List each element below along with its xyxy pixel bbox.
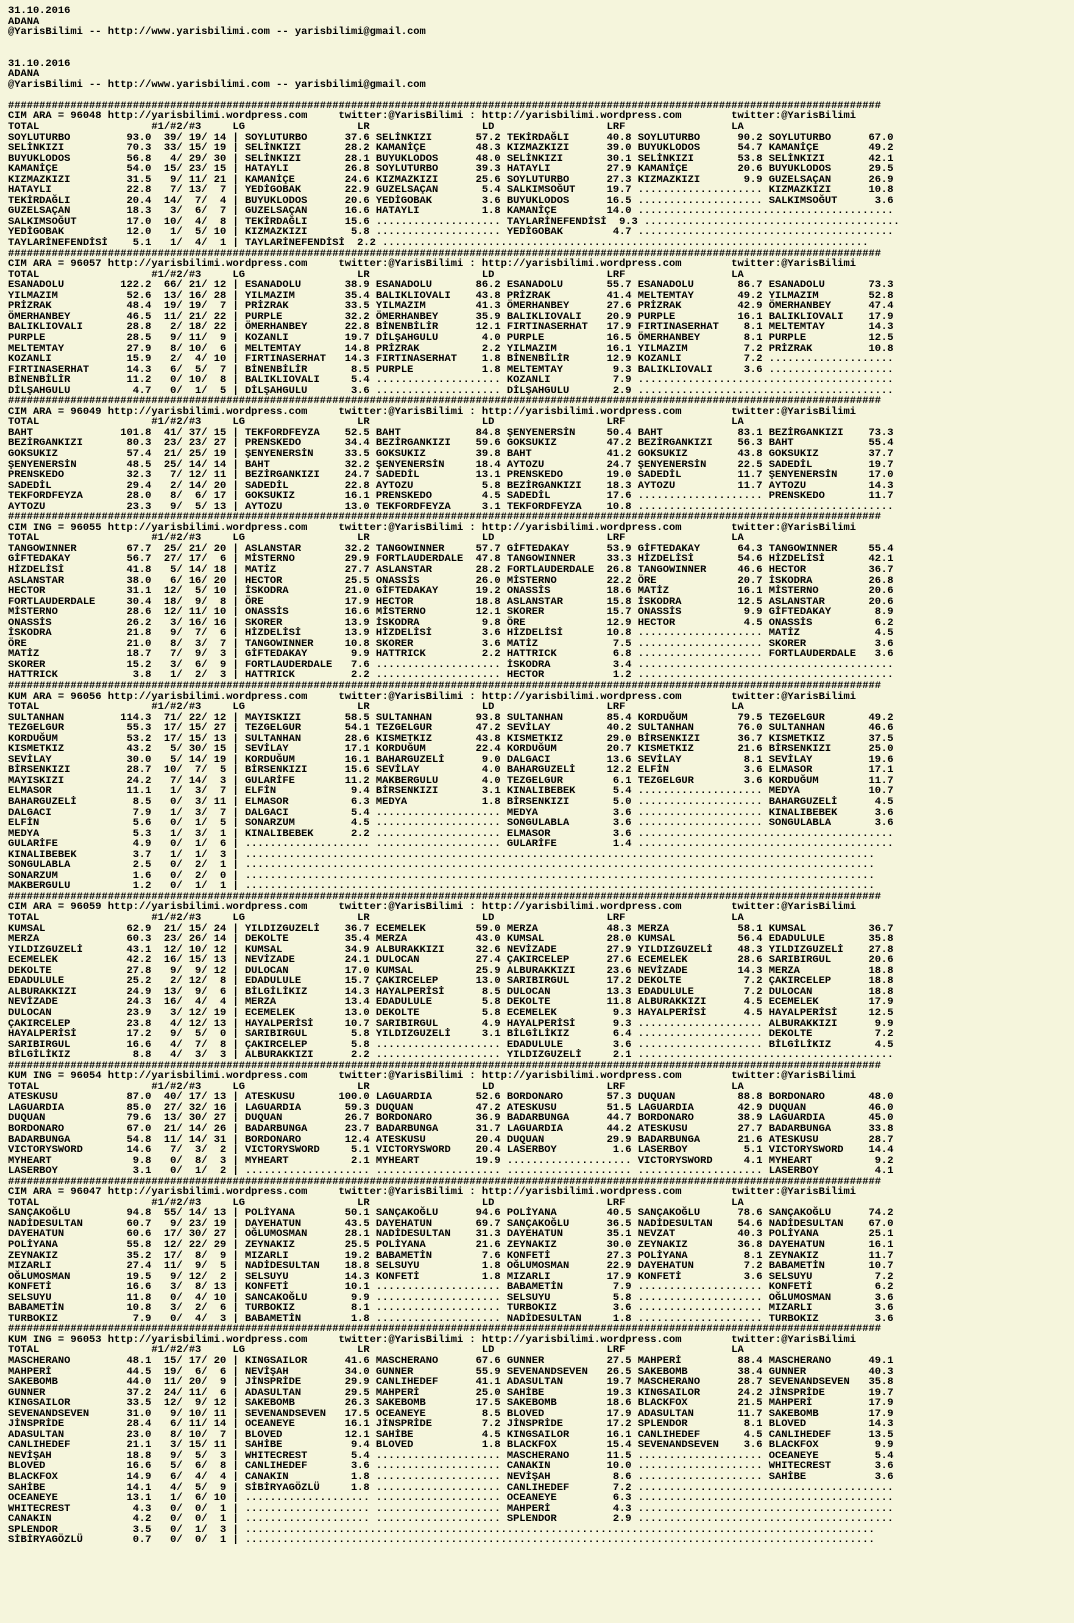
race-statistics-text: 31.10.2016 ADANA @YarisBilimi -- http://www.yarisbilimi.com -- yarisbilimi@gmail.com 31.10.2016 ADANA @YarisBilimi -- http://www.yarisbilimi.com -- yarisbilimi@gmail.com ############################################################################################################################################ CIM ARA = 96048 http://yarisbilimi.wordpress.com twitter:@YarisBilimi : http://yarisbilimi.wordpress.com twitter:@YarisBilimi TOTAL #1/#2/#3 LG LR LD LRF LA SOYLUTURBO 93.0 39/ 19/ 14 | SOYLUTURBO 37.6 SELİNKIZI 57.2 TEKİRDAĞLI 40.8 SOYLUTURBO 90.2 SOYLUTURBO 67.0 SELİNKIZI 70.3 33/ 15/ 19 | SELİNKIZI 28.2 KAMANİÇE 48.3 KIZMAZKIZI 39.0 BUYUKLODOS 54.7 KAMANİÇE 49.2 BUYUKLODOS 56.8 4/ 29/ 30 | SELİNKIZI 28.1 BUYUKLODOS 48.0 SELİNKIZI 30.1 SELİNKIZI 53.8 SELİNKIZI 42.1 KAMANİÇE 54.0 15/ 23/ 15 | HATAYLI 26.8 SOYLUTURBO 39.3 HATAYLI 27.9 KAMANİÇE 20.6 BUYUKLODOS 29.5 KIZMAZKIZI 31.5 9/ 11/ 21 | KAMANİÇE 24.6 KIZMAZKIZI 25.6 SOYLUTURBO 27.3 KIZMAZKIZI 9.9 GUZELSAÇAN 26.9 HATAYLI 22.8 7/ 13/ 7 | YEDİGOBAK 22.9 GUZELSAÇAN 5.4 SALKIMSOĞUT 19.7 .................... KIZMAZKIZI 10.8 TEKİRDAĞLI 20.4 14/ 7/ 4 | BUYUKLODOS 20.6 YEDİGOBAK 3.6 BUYUKLODOS 16.5 .................... SALKIMSOĞUT 3.6 GUZELSAÇAN 18.3 3/ 6/ 7 | GUZELSAÇAN 16.6 HATAYLI 1.8 KAMANİÇE 14.0 ......................................... SALKIMSOĞUT 17.0 10/ 4/ 8 | TEKİRDAĞLI 15.6 .................... TAYLARİNEFENDİSİ 9.3 ......................................... YEDİGOBAK 12.0 1/ 5/ 10 | KIZMAZKIZI 5.8 .................... YEDİGOBAK 4.7 ......................................... TAYLARİNEFENDİSİ 5.1 1/ 4/ 1 | TAYLARİNEFENDİSİ 2.2 .............................................................................. ############################################################################################################################################ CIM ARA = 96057 http://yarisbilimi.wordpress.com twitter:@YarisBilimi : http://yarisbilimi.wordpress.com twitter:@YarisBilimi TOTAL #1/#2/#3 LG LR LD LRF LA ESANADOLU 122.2 66/ 21/ 12 | ESANADOLU 38.9 ESANADOLU 86.2 ESANADOLU 55.7 ESANADOLU 86.7 ESANADOLU 73.3 YILMAZIM 52.6 13/ 16/ 28 | YILMAZIM 35.4 BALIKLIOVALI 43.8 PRİZRAK 41.4 MELTEMTAY 49.2 YILMAZIM 52.8 PRİZRAK 48.4 19/ 19/ 7 | PRİZRAK 33.5 YILMAZIM 41.3 ÖMERHANBEY 27.6 PRİZRAK 42.9 ÖMERHANBEY 47.4 ÖMERHANBEY 46.5 11/ 21/ 22 | PURPLE 32.2 ÖMERHANBEY 35.9 BALIKLIOVALI 20.9 PURPLE 16.1 BALIKLIOVALI 17.9 BALIKLIOVALI 28.8 2/ 18/ 22 | ÖMERHANBEY 22.8 BİNENBİLİR 12.1 FIRTINASERHAT 17.9 FIRTINASERHAT 8.1 MELTEMTAY 14.3 PURPLE 28.5 9/ 11/ 9 | KOZANLI 19.7 DİLŞAHGULU 4.0 PURPLE 16.5 ÖMERHANBEY 8.1 PURPLE 12.5 MELTEMTAY 27.9 8/ 10/ 6 | MELTEMTAY 14.8 PRİZRAK 2.2 YILMAZIM 16.1 YILMAZIM 7.2 PRİZRAK 10.8 KOZANLI 15.9 2/ 4/ 10 | FIRTINASERHAT 14.3 FIRTINASERHAT 1.8 BİNENBİLİR 12.9 KOZANLI 7.2 .................... FIRTINASERHAT 14.3 6/ 5/ 7 | BİNENBİLİR 8.5 PURPLE 1.8 MELTEMTAY 9.3 BALIKLIOVALI 3.6 .................... BİNENBİLİR 11.2 0/ 10/ 8 | BALIKLIOVALI 5.4 .................... KOZANLI 7.9 ......................................... DİLŞAHGULU 4.7 0/ 1/ 5 | DİLŞAHGULU 3.6 .................... DİLŞAHGULU 2.9 ......................................... ############################################################################################################################################ CIM ARA = 96049 http://yarisbilimi.wordpress.com twitter:@YarisBilimi : http://yarisbilimi.wordpress.com twitter:@YarisBilimi TOTAL #1/#2/#3 LG LR LD LRF LA BAHT 101.8 41/ 37/ 15 | TEKFORDFEYZA 52.5 BAHT 84.8 ŞENYENERSİN 50.4 BAHT 83.1 BEZİRGANKIZI 73.3 BEZİRGANKIZI 80.3 23/ 23/ 27 | PRENSKEDO 34.4 BEZİRGANKIZI 59.6 GOKSUKIZ 47.2 BEZİRGANKIZI 56.3 BAHT 55.4 GOKSUKIZ 57.4 21/ 25/ 19 | ŞENYENERSİN 33.5 GOKSUKIZ 39.8 BAHT 41.2 GOKSUKIZ 43.8 GOKSUKIZ 37.7 ŞENYENERSİN 48.5 25/ 14/ 14 | BAHT 32.2 ŞENYENERSİN 18.4 AYTOZU 24.7 ŞENYENERSİN 22.5 SADEDİL 19.7 PRENSKEDO 32.3 7/ 12/ 11 | BEZİRGANKIZI 24.7 SADEDİL 13.1 PRENSKEDO 19.0 SADEDİL 11.7 ŞENYENERSİN 17.0 SADEDİL 29.4 2/ 14/ 20 | SADEDİL 22.8 AYTOZU 5.8 BEZİRGANKIZI 18.3 AYTOZU 11.7 AYTOZU 14.3 TEKFORDFEYZA 28.0 8/ 6/ 17 | GOKSUKIZ 16.1 PRENSKEDO 4.5 SADEDİL 17.6 .................... PRENSKEDO 11.7 AYTOZU 23.3 9/ 5/ 13 | AYTOZU 13.0 TEKFORDFEYZA 3.1 TEKFORDFEYZA 10.8 ......................................... ############################################################################################################################################ CIM ING = 96055 http://yarisbilimi.wordpress.com twitter:@YarisBilimi : http://yarisbilimi.wordpress.com twitter:@YarisBilimi TOTAL #1/#2/#3 LG LR LD LRF LA TANGOWINNER 67.7 25/ 21/ 20 | ASLANSTAR 32.2 TANGOWINNER 57.7 GİFTEDAKAY 53.9 GİFTEDAKAY 64.3 TANGOWINNER 55.4 GİFTEDAKAY 56.7 27/ 17/ 6 | MİSTERNO 29.9 FORTLAUDERDALE 47.8 TANGOWINNER 33.3 HİZDELİSİ 54.6 HİZDELİSİ 42.1 HİZDELİSİ 41.8 5/ 14/ 18 | MATİZ 27.7 ASLANSTAR 28.2 FORTLAUDERDALE 26.8 TANGOWINNER 46.6 HECTOR 36.7 ASLANSTAR 38.0 6/ 16/ 20 | HECTOR 25.5 ONASSİS 26.0 MİSTERNO 22.2 ÖRE 20.7 İSKODRA 26.8 HECTOR 31.1 12/ 5/ 10 | İSKODRA 21.0 GİFTEDAKAY 19.2 ONASSİS 18.6 MATİZ 16.1 MİSTERNO 20.6 FORTLAUDERDALE 30.4 18/ 9/ 8 | ÖRE 17.9 HECTOR 18.8 ASLANSTAR 15.8 İSKODRA 12.5 ASLANSTAR 20.6 MİSTERNO 28.6 12/ 11/ 10 | ONASSİS 16.6 MİSTERNO 12.1 SKORER 15.7 ONASSİS 9.9 GİFTEDAKAY 8.9 ONASSİS 26.2 3/ 16/ 16 | SKORER 13.9 İSKODRA 9.8 ÖRE 12.9 HECTOR 4.5 ONASSİS 6.2 İSKODRA 21.8 9/ 7/ 6 | HİZDELİSİ 13.9 HİZDELİSİ 3.6 HİZDELİSİ 10.8 .................... MATİZ 4.5 ÖRE 21.0 8/ 3/ 7 | TANGOWINNER 10.8 SKORER 3.6 MATİZ 7.5 .................... SKORER 3.6 MATİZ 18.7 7/ 9/ 3 | GİFTEDAKAY 9.9 HATTRICK 2.2 HATTRICK 6.8 .................... FORTLAUDERDALE 3.6 SKORER 15.2 3/ 6/ 9 | FORTLAUDERDALE 7.6 .................... İSKODRA 3.4 ......................................... HATTRICK 3.8 1/ 2/ 3 | HATTRICK 2.2 .................... HECTOR 1.2 ......................................... ############################################################################################################################################ KUM ARA = 96056 http://yarisbilimi.wordpress.com twitter:@YarisBilimi : http://yarisbilimi.wordpress.com twitter:@YarisBilimi TOTAL #1/#2/#3 LG LR LD LRF LA SULTANHAN 114.3 71/ 22/ 12 | MAYISKIZI 58.5 SULTANHAN 93.8 SULTANHAN 85.4 KORDUĞUM 79.5 TEZGELGUR 49.2 TEZGELGUR 55.3 17/ 15/ 27 | TEZGELGUR 54.1 TEZGELGUR 47.2 SEVİLAY 40.2 SULTANHAN 76.0 SULTANHAN 46.6 KORDUĞUM 53.2 17/ 15/ 13 | SULTANHAN 28.6 KISMETKIZ 43.8 KISMETKIZ 29.0 BİRSENKIZI 36.7 KISMETKIZ 37.5 KISMETKIZ 43.2 5/ 30/ 15 | SEVİLAY 17.1 KORDUĞUM 22.4 KORDUĞUM 20.7 KISMETKIZ 21.6 BİRSENKIZI 25.0 SEVİLAY 30.0 5/ 14/ 19 | KORDUĞUM 16.1 BAHARGUZELİ 9.0 DALGACI 13.6 SEVİLAY 8.1 SEVİLAY 19.6 BİRSENKIZI 28.7 10/ 7/ 5 | BİRSENKIZI 15.6 SEVİLAY 4.0 BAHARGUZELİ 12.2 ELFİN 3.6 ELMASOR 17.1 MAYISKIZI 24.2 7/ 14/ 3 | GULARİFE 11.2 MAKBERGULU 4.0 TEZGELGUR 6.1 TEZGELGUR 3.6 KORDUĞUM 11.7 ELMASOR 11.1 1/ 3/ 7 | ELFİN 9.4 BİRSENKIZI 3.1 KINALIBEBEK 5.4 .................... MEDYA 10.7 BAHARGUZELİ 8.5 0/ 3/ 11 | ELMASOR 6.3 MEDYA 1.8 BİRSENKIZI 5.0 .................... BAHARGUZELİ 4.5 DALGACI 7.9 1/ 3/ 7 | DALGACI 5.4 .................... MEDYA 3.6 .................... KINALIBEBEK 3.6 ELFİN 5.6 0/ 1/ 5 | SONARZUM 4.5 .................... SONGULABLA 3.6 .................... SONGULABLA 3.6 MEDYA 5.3 1/ 3/ 1 | KINALIBEBEK 2.2 .................... ELMASOR 3.6 ......................................... GULARİFE 4.9 0/ 1/ 6 | .................... .................... GULARİFE 1.4 ......................................... KINALIBEBEK 3.7 1/ 1/ 3 | ..................................................................................................... SONGULABLA 2.5 0/ 2/ 1 | ..................................................................................................... SONARZUM 1.6 0/ 2/ 0 | ..................................................................................................... MAKBERGULU 1.2 0/ 1/ 1 | ..................................................................................................... ############################################################################################################################################ CIM ARA = 96059 http://yarisbilimi.wordpress.com twitter:@YarisBilimi : http://yarisbilimi.wordpress.com twitter:@YarisBilimi TOTAL #1/#2/#3 LG LR LD LRF LA KUMSAL 62.9 21/ 15/ 24 | YILDIZGUZELİ 36.7 ECEMELEK 59.0 MERZA 48.3 MERZA 58.1 KUMSAL 36.7 MERZA 60.3 23/ 26/ 14 | DEKOLTE 35.4 MERZA 43.0 KUMSAL 28.0 KUMSAL 56.4 EDADULULE 35.8 YILDIZGUZELİ 43.1 12/ 10/ 12 | KUMSAL 34.9 ALBURAKKIZI 32.6 NEVİZADE 27.9 YILDIZGUZELİ 48.3 YILDIZGUZELİ 27.8 ECEMELEK 42.2 16/ 15/ 13 | NEVİZADE 24.1 DULOCAN 27.4 ÇAKIRCELEP 27.6 ECEMELEK 28.6 SARIBIRGUL 20.6 DEKOLTE 27.8 9/ 9/ 12 | DULOCAN 17.0 KUMSAL 25.9 ALBURAKKIZI 23.6 NEVİZADE 14.3 MERZA 18.8 EDADULULE 25.2 2/ 12/ 8 | EDADULULE 15.7 ÇAKIRCELEP 13.0 SARIBIRGUL 17.2 DEKOLTE 7.2 ÇAKIRCELEP 18.8 ALBURAKKIZI 24.9 13/ 9/ 6 | BİLGİLİKIZ 14.3 HAYALPERİSİ 8.5 DULOCAN 13.3 EDADULULE 7.2 DULOCAN 18.8 NEVİZADE 24.3 16/ 4/ 4 | MERZA 13.4 EDADULULE 5.8 DEKOLTE 11.8 ALBURAKKIZI 4.5 ECEMELEK 17.9 DULOCAN 23.9 3/ 12/ 19 | ECEMELEK 13.0 DEKOLTE 5.8 ECEMELEK 9.3 HAYALPERİSİ 4.5 HAYALPERİSİ 12.5 ÇAKIRCELEP 23.8 4/ 12/ 13 | HAYALPERİSİ 10.7 SARIBIRGUL 4.9 HAYALPERİSİ 9.3 .................... ALBURAKKIZI 9.9 HAYALPERİSİ 17.2 9/ 5/ 0 | SARIBIRGUL 5.8 YILDIZGUZELİ 3.1 BİLGİLİKIZ 6.4 .................... DEKOLTE 7.2 SARIBIRGUL 16.6 4/ 7/ 8 | ÇAKIRCELEP 5.8 .................... EDADULULE 3.6 .................... BİLGİLİKIZ 4.5 BİLGİLİKIZ 8.8 4/ 3/ 3 | ALBURAKKIZI 2.2 .................... YILDIZGUZELİ 2.1 ......................................... ############################################################################################################################################ KUM ING = 96054 http://yarisbilimi.wordpress.com twitter:@YarisBilimi : http://yarisbilimi.wordpress.com twitter:@YarisBilimi TOTAL #1/#2/#3 LG LR LD LRF LA ATESKUSU 87.0 40/ 17/ 13 | ATESKUSU 100.0 LAGUARDIA 52.6 BORDONARO 57.3 DUQUAN 88.8 BORDONARO 48.0 LAGUARDIA 85.0 27/ 32/ 16 | LAGUARDIA 59.3 DUQUAN 47.2 ATESKUSU 51.5 LAGUARDIA 42.9 DUQUAN 46.0 DUQUAN 79.6 13/ 30/ 27 | DUQUAN 26.7 BORDONARO 36.9 BADARBUNGA 44.7 BORDONARO 38.9 LAGUARDIA 45.0 BORDONARO 67.0 21/ 14/ 26 | BADARBUNGA 23.7 BADARBUNGA 31.7 LAGUARDIA 44.2 ATESKUSU 27.7 BADARBUNGA 33.8 BADARBUNGA 54.8 11/ 14/ 31 | BORDONARO 12.4 ATESKUSU 20.4 DUQUAN 29.9 BADARBUNGA 21.6 ATESKUSU 28.7 VICTORYSWORD 14.6 7/ 3/ 2 | VICTORYSWORD 5.1 VICTORYSWORD 20.4 LASERBOY 1.6 LASERBOY 5.1 VICTORYSWORD 14.4 MYHEART 9.8 0/ 8/ 3 | MYHEART 2.1 MYHEART 19.9 .................... VICTORYSWORD 4.1 MYHEART 9.2 LASERBOY 3.1 0/ 1/ 2 | .................... .................... .................... .................... LASERBOY 4.1 ############################################################################################################################################ CIM ARA = 96047 http://yarisbilimi.wordpress.com twitter:@YarisBilimi : http://yarisbilimi.wordpress.com twitter:@YarisBilimi TOTAL #1/#2/#3 LG LR LD LRF LA SANÇAKOĞLU 94.8 55/ 14/ 13 | POLİYANA 50.1 SANÇAKOĞLU 94.6 POLİYANA 40.5 SANÇAKOĞLU 78.6 SANÇAKOĞLU 74.2 NADİDESULTAN 60.7 9/ 23/ 19 | DAYEHATUN 43.5 DAYEHATUN 69.7 SANÇAKOĞLU 36.5 NADİDESULTAN 54.6 NADİDESULTAN 67.0 DAYEHATUN 60.6 17/ 30/ 27 | OĞLUMOSMAN 28.1 NADİDESULTAN 31.3 DAYEHATUN 35.1 NEVZAT 40.3 POLİYANA 25.1 POLİYANA 55.8 12/ 22/ 29 | ZEYNAKIZ 25.5 POLİYANA 21.6 ZEYNAKIZ 30.0 ZEYNAKIZ 36.8 DAYEHATUN 16.1 ZEYNAKIZ 35.2 17/ 8/ 9 | MIZARLI 19.2 BABAMETİN 7.6 KONFETİ 27.3 POLİYANA 8.1 ZEYNAKIZ 11.7 MIZARLI 27.4 11/ 9/ 5 | NADİDESULTAN 18.8 SELSUYU 1.8 OĞLUMOSMAN 22.9 DAYEHATUN 7.2 BABAMETİN 10.7 OĞLUMOSMAN 19.5 9/ 12/ 2 | SELSUYU 14.3 KONFETİ 1.8 MIZARLI 17.9 KONFETİ 3.6 SELSUYU 7.2 KONFETİ 16.6 3/ 8/ 13 | KONFETİ 10.1 .................... BABAMETİN 7.9 .................... KONFETİ 6.2 SELSUYU 11.8 0/ 4/ 10 | SANCAKOĞLU 9.9 .................... SELSUYU 5.8 .................... OĞLUMOSMAN 3.6 BABAMETİN 10.8 3/ 2/ 6 | TURBOKIZ 8.1 .................... TURBOKIZ 3.6 .................... MIZARLI 3.6 TURBOKIZ 7.9 0/ 4/ 3 | BABAMETİN 1.8 .................... NADİDESULTAN 1.8 .................... TURBOKIZ 3.6 ############################################################################################################################################ KUM ING = 96053 http://yarisbilimi.wordpress.com twitter:@YarisBilimi : http://yarisbilimi.wordpress.com twitter:@YarisBilimi TOTAL #1/#2/#3 LG LR LD LRF LA MASCHERANO 48.1 15/ 17/ 20 | KINGSAILOR 41.6 MASCHERANO 67.6 GUNNER 27.5 MAHPERİ 88.4 MASCHERANO 49.1 MAHPERİ 44.5 19/ 6/ 6 | NEVİŞAH 34.0 GUNNER 55.9 SEVENANDSEVEN 26.5 SAKEBOMB 38.4 GUNNER 40.3 SAKEBOMB 44.0 11/ 20/ 9 | JİNSPRİDE 29.9 CANLIHEDEF 41.1 ADASULTAN 19.7 MASCHERANO 28.7 SEVENANDSEVEN 35.8 GUNNER 37.2 24/ 11/ 6 | ADASULTAN 29.5 MAHPERİ 25.0 SAHİBE 19.3 KINGSAILOR 24.2 JİNSPRİDE 19.7 KINGSAILOR 33.5 12/ 9/ 12 | SAKEBOMB 26.3 SAKEBOMB 17.5 SAKEBOMB 18.6 BLACKFOX 21.5 MAHPERİ 17.9 SEVENANDSEVEN 31.0 9/ 10/ 11 | SEVENANDSEVEN 17.5 OCEANEYE 8.5 BLOVED 17.9 ADASULTAN 11.7 SAKEBOMB 17.9 JİNSPRİDE 28.4 6/ 11/ 14 | OCEANEYE 16.1 JİNSPRİDE 7.2 JİNSPRİDE 17.2 SPLENDOR 8.1 BLOVED 14.3 ADASULTAN 23.0 8/ 10/ 7 | BLOVED 12.1 SAHİBE 4.5 KINGSAILOR 16.1 CANLIHEDEF 4.5 CANLIHEDEF 13.5 CANLIHEDEF 21.1 3/ 15/ 11 | SAHİBE 9.4 BLOVED 1.8 BLACKFOX 15.4 SEVENANDSEVEN 3.6 BLACKFOX 9.9 NEVİŞAH 18.8 9/ 5/ 3 | WHITECREST 5.4 .................... MASCHERANO 11.5 .................... OCEANEYE 5.4 BLOVED 16.6 5/ 6/ 8 | CANLIHEDEF 3.6 .................... CANAKIN 10.0 .................... WHITECREST 3.6 BLACKFOX 14.9 6/ 4/ 4 | CANAKIN 1.8 .................... NEVİŞAH 8.6 .................... SAHİBE 3.6 SAHİBE 14.1 4/ 5/ 9 | SİBİRYAGÖZLÜ 1.8 .................... CANLIHEDEF 7.2 ......................................... OCEANEYE 13.1 1/ 6/ 10 | .................... .................... OCEANEYE 6.3 ......................................... WHITECREST 4.3 0/ 0/ 1 | .................... .................... MAHPERİ 4.3 ......................................... CANAKIN 4.2 0/ 0/ 1 | .................... .................... SPLENDOR 2.9 ......................................... SPLENDOR 3.5 0/ 1/ 3 | ..................................................................................................... SİBİRYAGÖZLÜ 0.7 0/ 0/ 1 | ..................................................................................................... [8, 5, 900, 1547]
